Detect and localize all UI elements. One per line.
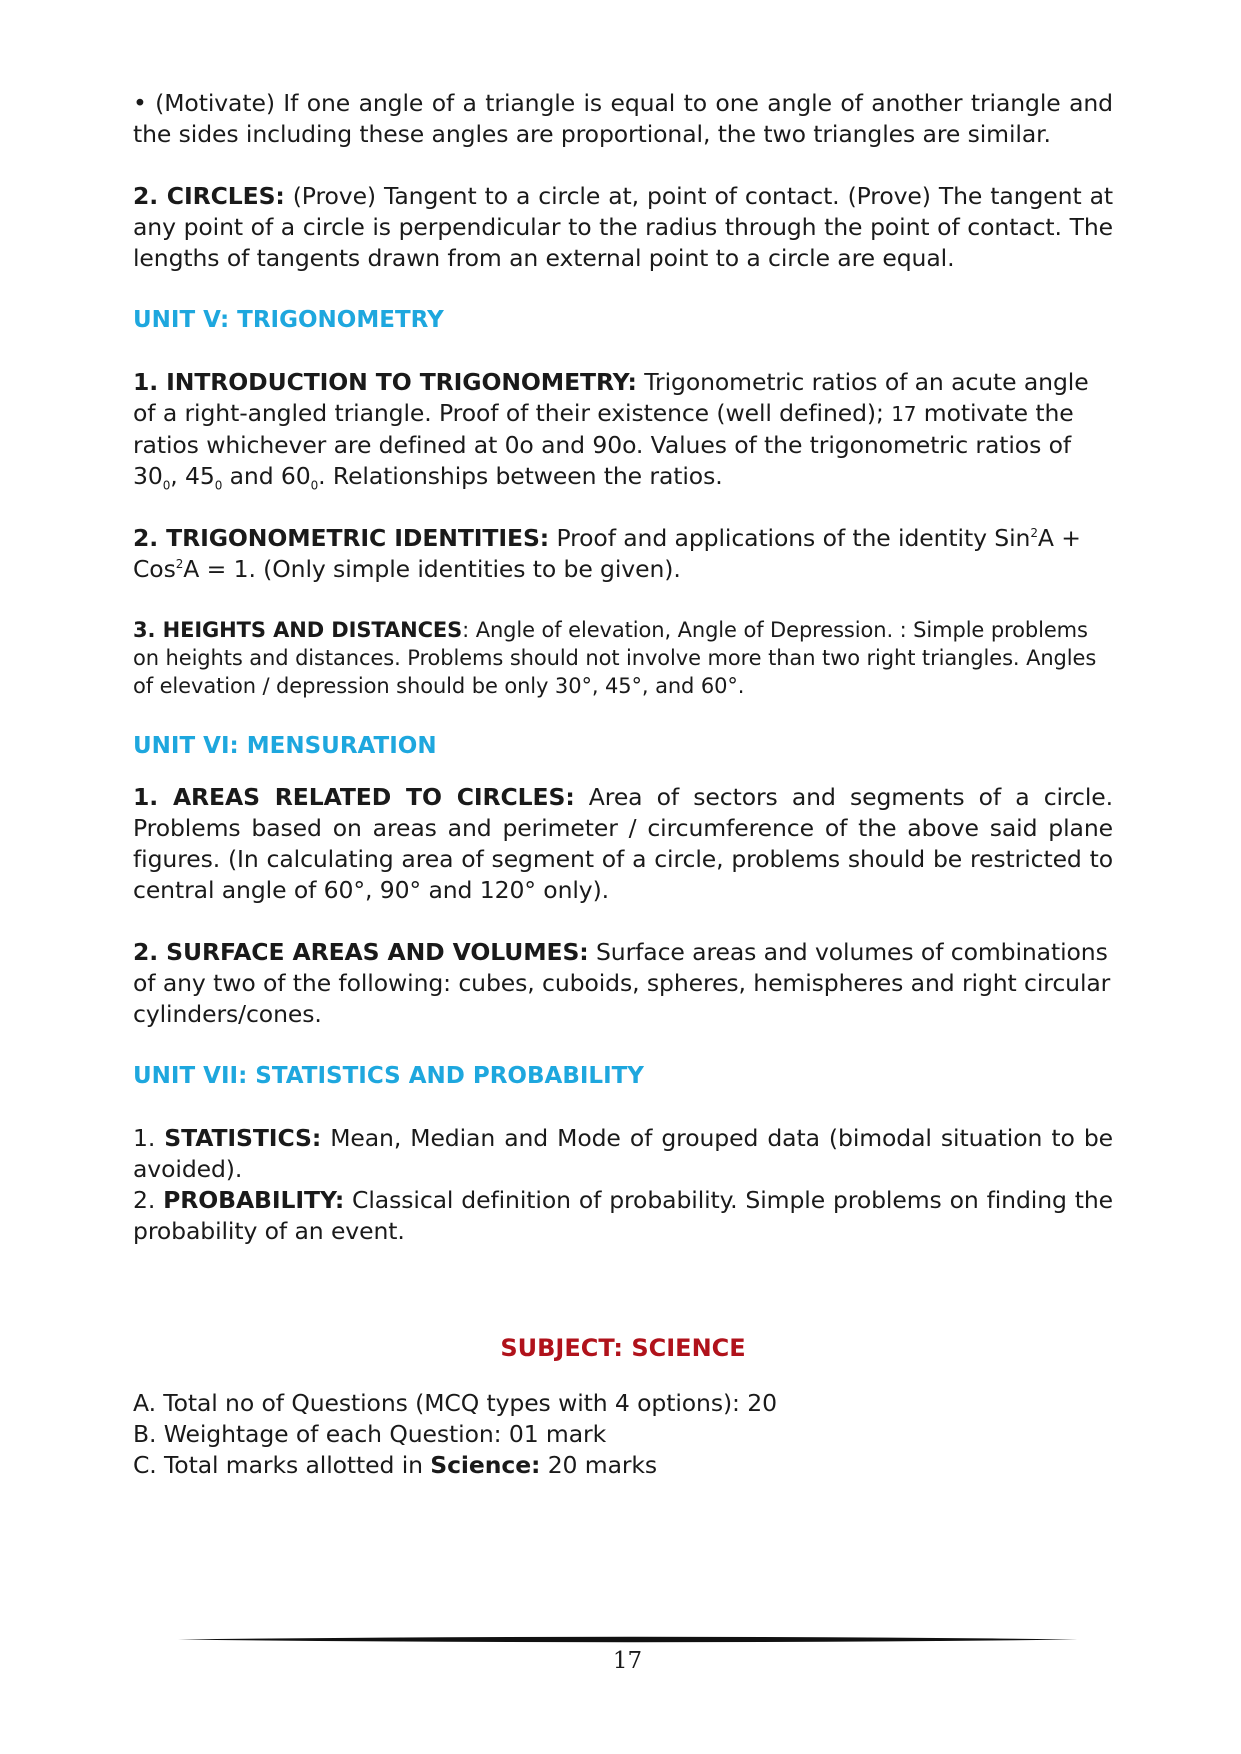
statistics-paragraph bbox=[133, 1123, 1113, 1185]
degree-mark-60: 0 bbox=[310, 478, 319, 493]
intro-text-e: . Relationships between the ratios. bbox=[318, 462, 723, 490]
probability-prefix: 2. bbox=[133, 1186, 164, 1214]
intro-text-c: , 45 bbox=[170, 462, 215, 490]
identities-text-b: A + Cos bbox=[133, 524, 1081, 583]
probability-paragraph bbox=[133, 1185, 1113, 1247]
footer-divider bbox=[178, 1636, 1078, 1643]
areas-circles-paragraph bbox=[133, 782, 1113, 906]
science-total-marks bbox=[133, 1450, 1113, 1481]
identities-text-c: A = 1. (Only simple identities to be given). bbox=[183, 555, 681, 583]
degree-mark-30: 0 bbox=[162, 478, 171, 493]
circles-title: 2. CIRCLES: bbox=[133, 182, 285, 210]
statistics-prefix: 1. bbox=[133, 1124, 165, 1152]
intro-trigonometry-title: 1. INTRODUCTION TO TRIGONOMETRY: bbox=[133, 368, 637, 396]
heights-distances-text: : Angle of elevation, Angle of Depression. : Simple problems on heights and distances. Problems should not involve more than two right triangles. Angles of elevation / depression should be only 30°, 45°, and 60°. bbox=[133, 618, 1097, 698]
page-number: 17 bbox=[612, 1648, 643, 1674]
surface-volumes-paragraph bbox=[133, 937, 1113, 1030]
surface-volumes-title: 2. SURFACE AREAS AND VOLUMES: bbox=[133, 938, 589, 966]
intro-trigonometry-paragraph bbox=[133, 367, 1113, 492]
circles-paragraph bbox=[133, 181, 1113, 274]
heights-distances-title: 3. HEIGHTS AND DISTANCES bbox=[133, 618, 463, 642]
surface-volumes-text: Surface areas and volumes of combinations of any two of the following: cubes, cuboids, spheres, hemispheres and right circular cylinders/cones. bbox=[133, 938, 1111, 1028]
science-weightage: B. Weightage of each Question: 01 mark bbox=[133, 1420, 607, 1448]
areas-circles-text: Area of sectors and segments of a circle. Problems based on areas and perimeter / circumference of the above said plane figures. (In calculating area of segment of a circle, problems should be restricted to central angle of 60°, 90° and 120° only). bbox=[133, 783, 1113, 904]
identities-text-a: Proof and applications of the identity Sin bbox=[549, 524, 1031, 552]
science-subject-heading: SUBJECT: SCIENCE bbox=[500, 1334, 746, 1362]
areas-circles-title: 1. AREAS RELATED TO CIRCLES: bbox=[133, 783, 575, 811]
probability-text: Classical definition of probability. Simple problems on finding the probability of an event. bbox=[133, 1186, 1114, 1245]
degree-mark-45: 0 bbox=[214, 478, 223, 493]
document-page bbox=[133, 88, 1113, 1481]
unit-7-heading: UNIT VII: STATISTICS AND PROBABILITY bbox=[133, 1063, 644, 1089]
similarity-criterion-paragraph: • (Motivate) If one angle of a triangle is equal to one angle of another triangle and the sides including these angles are proportional, the two triangles are similar. bbox=[133, 89, 1113, 148]
statistics-title: STATISTICS: bbox=[164, 1124, 322, 1152]
science-marks-prefix: C. Total marks allotted in bbox=[133, 1451, 431, 1479]
science-marks-suffix: 20 marks bbox=[540, 1451, 658, 1479]
intro-inline-number: 17 bbox=[891, 402, 917, 426]
circles-text: (Prove) Tangent to a circle at, point of contact. (Prove) The tangent at any point of a circle is perpendicular to the radius through the point of contact. The lengths of tangents drawn from an external point to a circle are equal. bbox=[133, 182, 1114, 272]
probability-title: PROBABILITY: bbox=[163, 1186, 345, 1214]
trig-identities-title: 2. TRIGONOMETRIC IDENTITIES: bbox=[133, 524, 550, 552]
trig-identities-paragraph bbox=[133, 523, 1113, 585]
heights-distances-paragraph bbox=[133, 616, 1113, 700]
unit-5-heading: UNIT V: TRIGONOMETRY bbox=[133, 307, 444, 333]
intro-text-b: motivate the ratios whichever are defined at 0o and 90o. Values of the trigonometric ratios of 30 bbox=[133, 399, 1074, 490]
science-marks-subject: Science: bbox=[430, 1451, 541, 1479]
intro-text-d: and 60 bbox=[222, 462, 311, 490]
unit-6-heading: UNIT VI: MENSURATION bbox=[133, 733, 437, 759]
cos-power: 2 bbox=[175, 557, 184, 572]
statistics-text: Mean, Median and Mode of grouped data (bimodal situation to be avoided). bbox=[133, 1124, 1113, 1183]
science-total-questions: A. Total no of Questions (MCQ types with 4 options): 20 bbox=[133, 1389, 777, 1417]
intro-text-a: Trigonometric ratios of an acute angle of a right-angled triangle. Proof of their existence (well defined); bbox=[133, 368, 1089, 427]
sin-power: 2 bbox=[1030, 526, 1038, 541]
